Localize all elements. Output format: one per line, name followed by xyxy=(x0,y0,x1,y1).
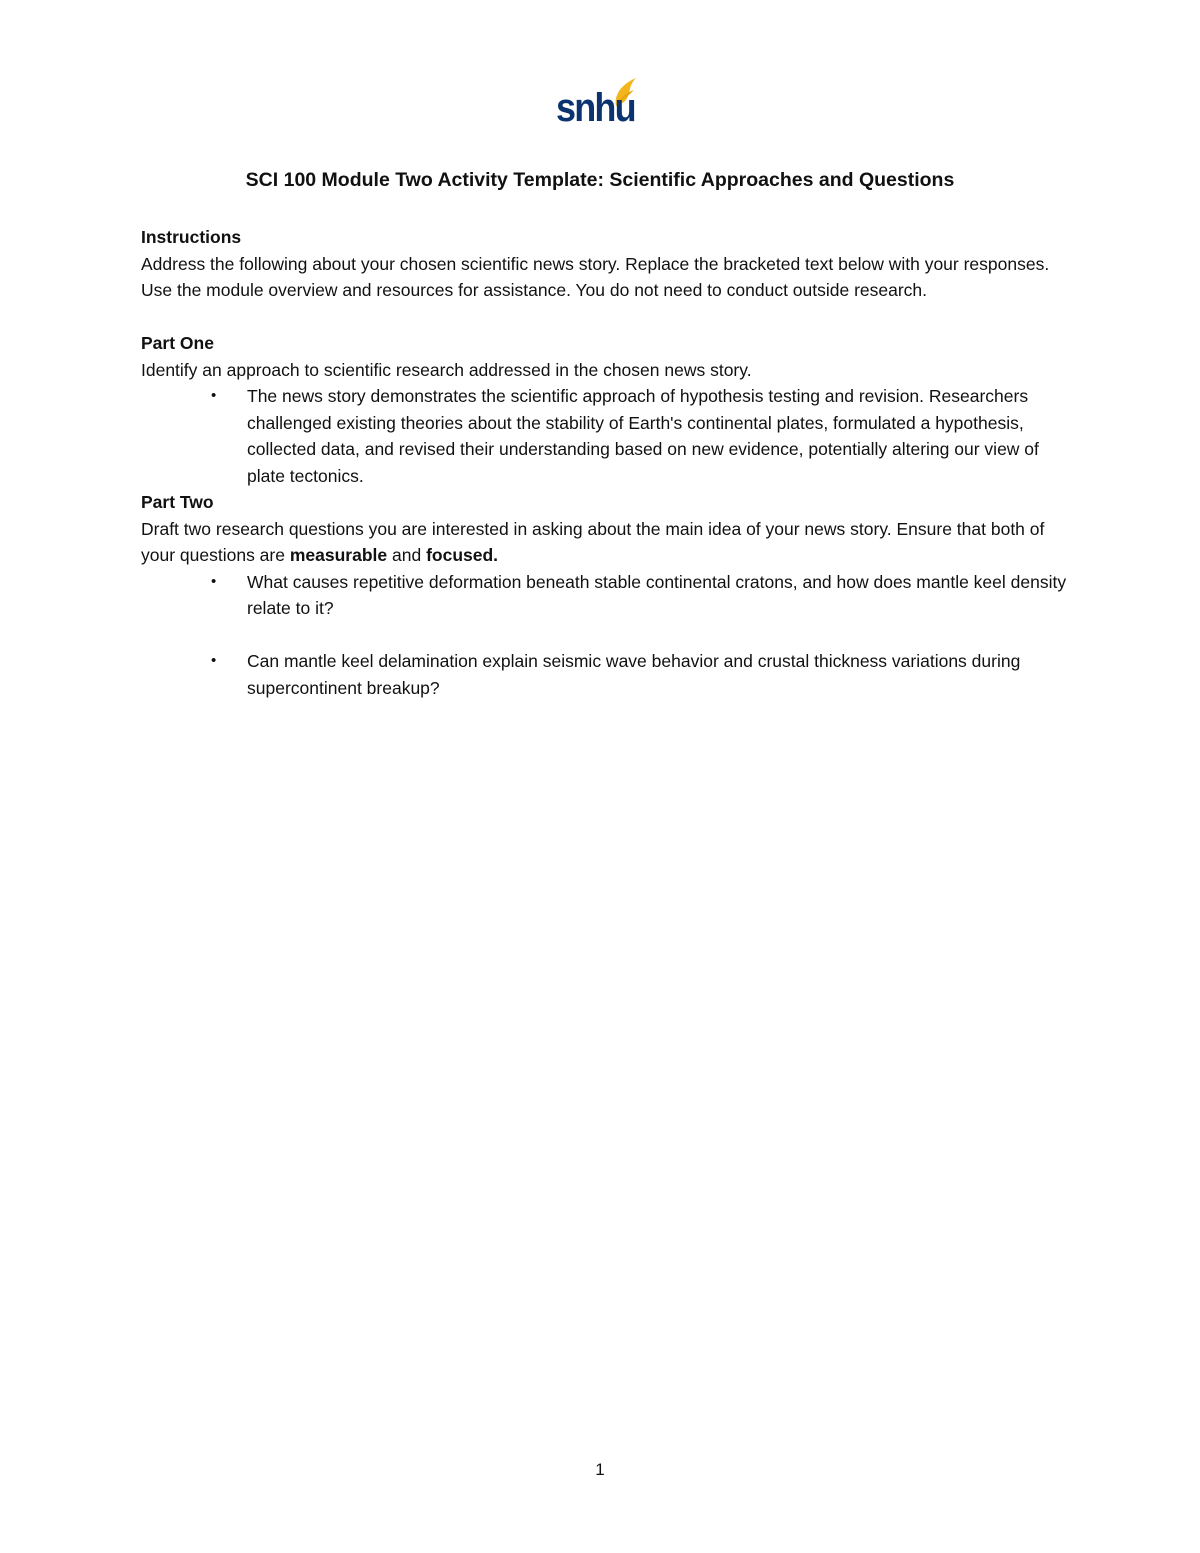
document-body xyxy=(141,224,1071,701)
part-two-prompt: Draft two research questions you are interested in asking about the main idea of your news story. Ensure that both of your questions are measurable and focused. xyxy=(141,518,1045,565)
list-item xyxy=(141,569,1071,622)
research-question-1: What causes repetitive deformation beneath stable continental cratons, and how does mantle keel density relate to it? xyxy=(247,571,1067,618)
snhu-logo xyxy=(556,72,638,132)
part-one-heading: Part One xyxy=(141,333,214,353)
part-two-list xyxy=(141,569,1071,702)
bullet-icon: • xyxy=(211,652,217,669)
page-number: 1 xyxy=(595,1460,605,1479)
focused-emphasis: focused xyxy=(426,545,494,565)
snhu-logo-text: snhu xyxy=(556,86,635,130)
research-question-2: Can mantle keel delamination explain seismic wave behavior and crustal thickness variations during supercontinent breakup? xyxy=(247,651,1021,698)
list-item xyxy=(141,383,1071,489)
bullet-icon: • xyxy=(211,572,217,590)
list-item xyxy=(141,648,1071,701)
part-one-prompt: Identify an approach to scientific research addressed in the chosen news story. xyxy=(141,359,752,380)
measurable-emphasis: measurable xyxy=(289,545,388,565)
bullet-icon: • xyxy=(211,387,217,404)
part-one-answer: The news story demonstrates the scientific approach of hypothesis testing and revision. Researchers challenged existing theories about the stability of Earth's continental plates, formulated a hypothesis, collected data, and revised their understanding based on new evidence, potentially altering our view of plate tectonics. xyxy=(247,386,1039,486)
part-one-list xyxy=(141,383,1071,489)
document-title: SCI 100 Module Two Activity Template: Scientific Approaches and Questions xyxy=(245,169,955,191)
part-two-heading: Part Two xyxy=(141,492,214,512)
instructions-heading: Instructions xyxy=(141,227,242,247)
instructions-text: Address the following about your chosen scientific news story. Replace the bracketed text below with your responses. Use the module overview and resources for assistance. You do not need to conduct outside research. xyxy=(141,253,1050,300)
